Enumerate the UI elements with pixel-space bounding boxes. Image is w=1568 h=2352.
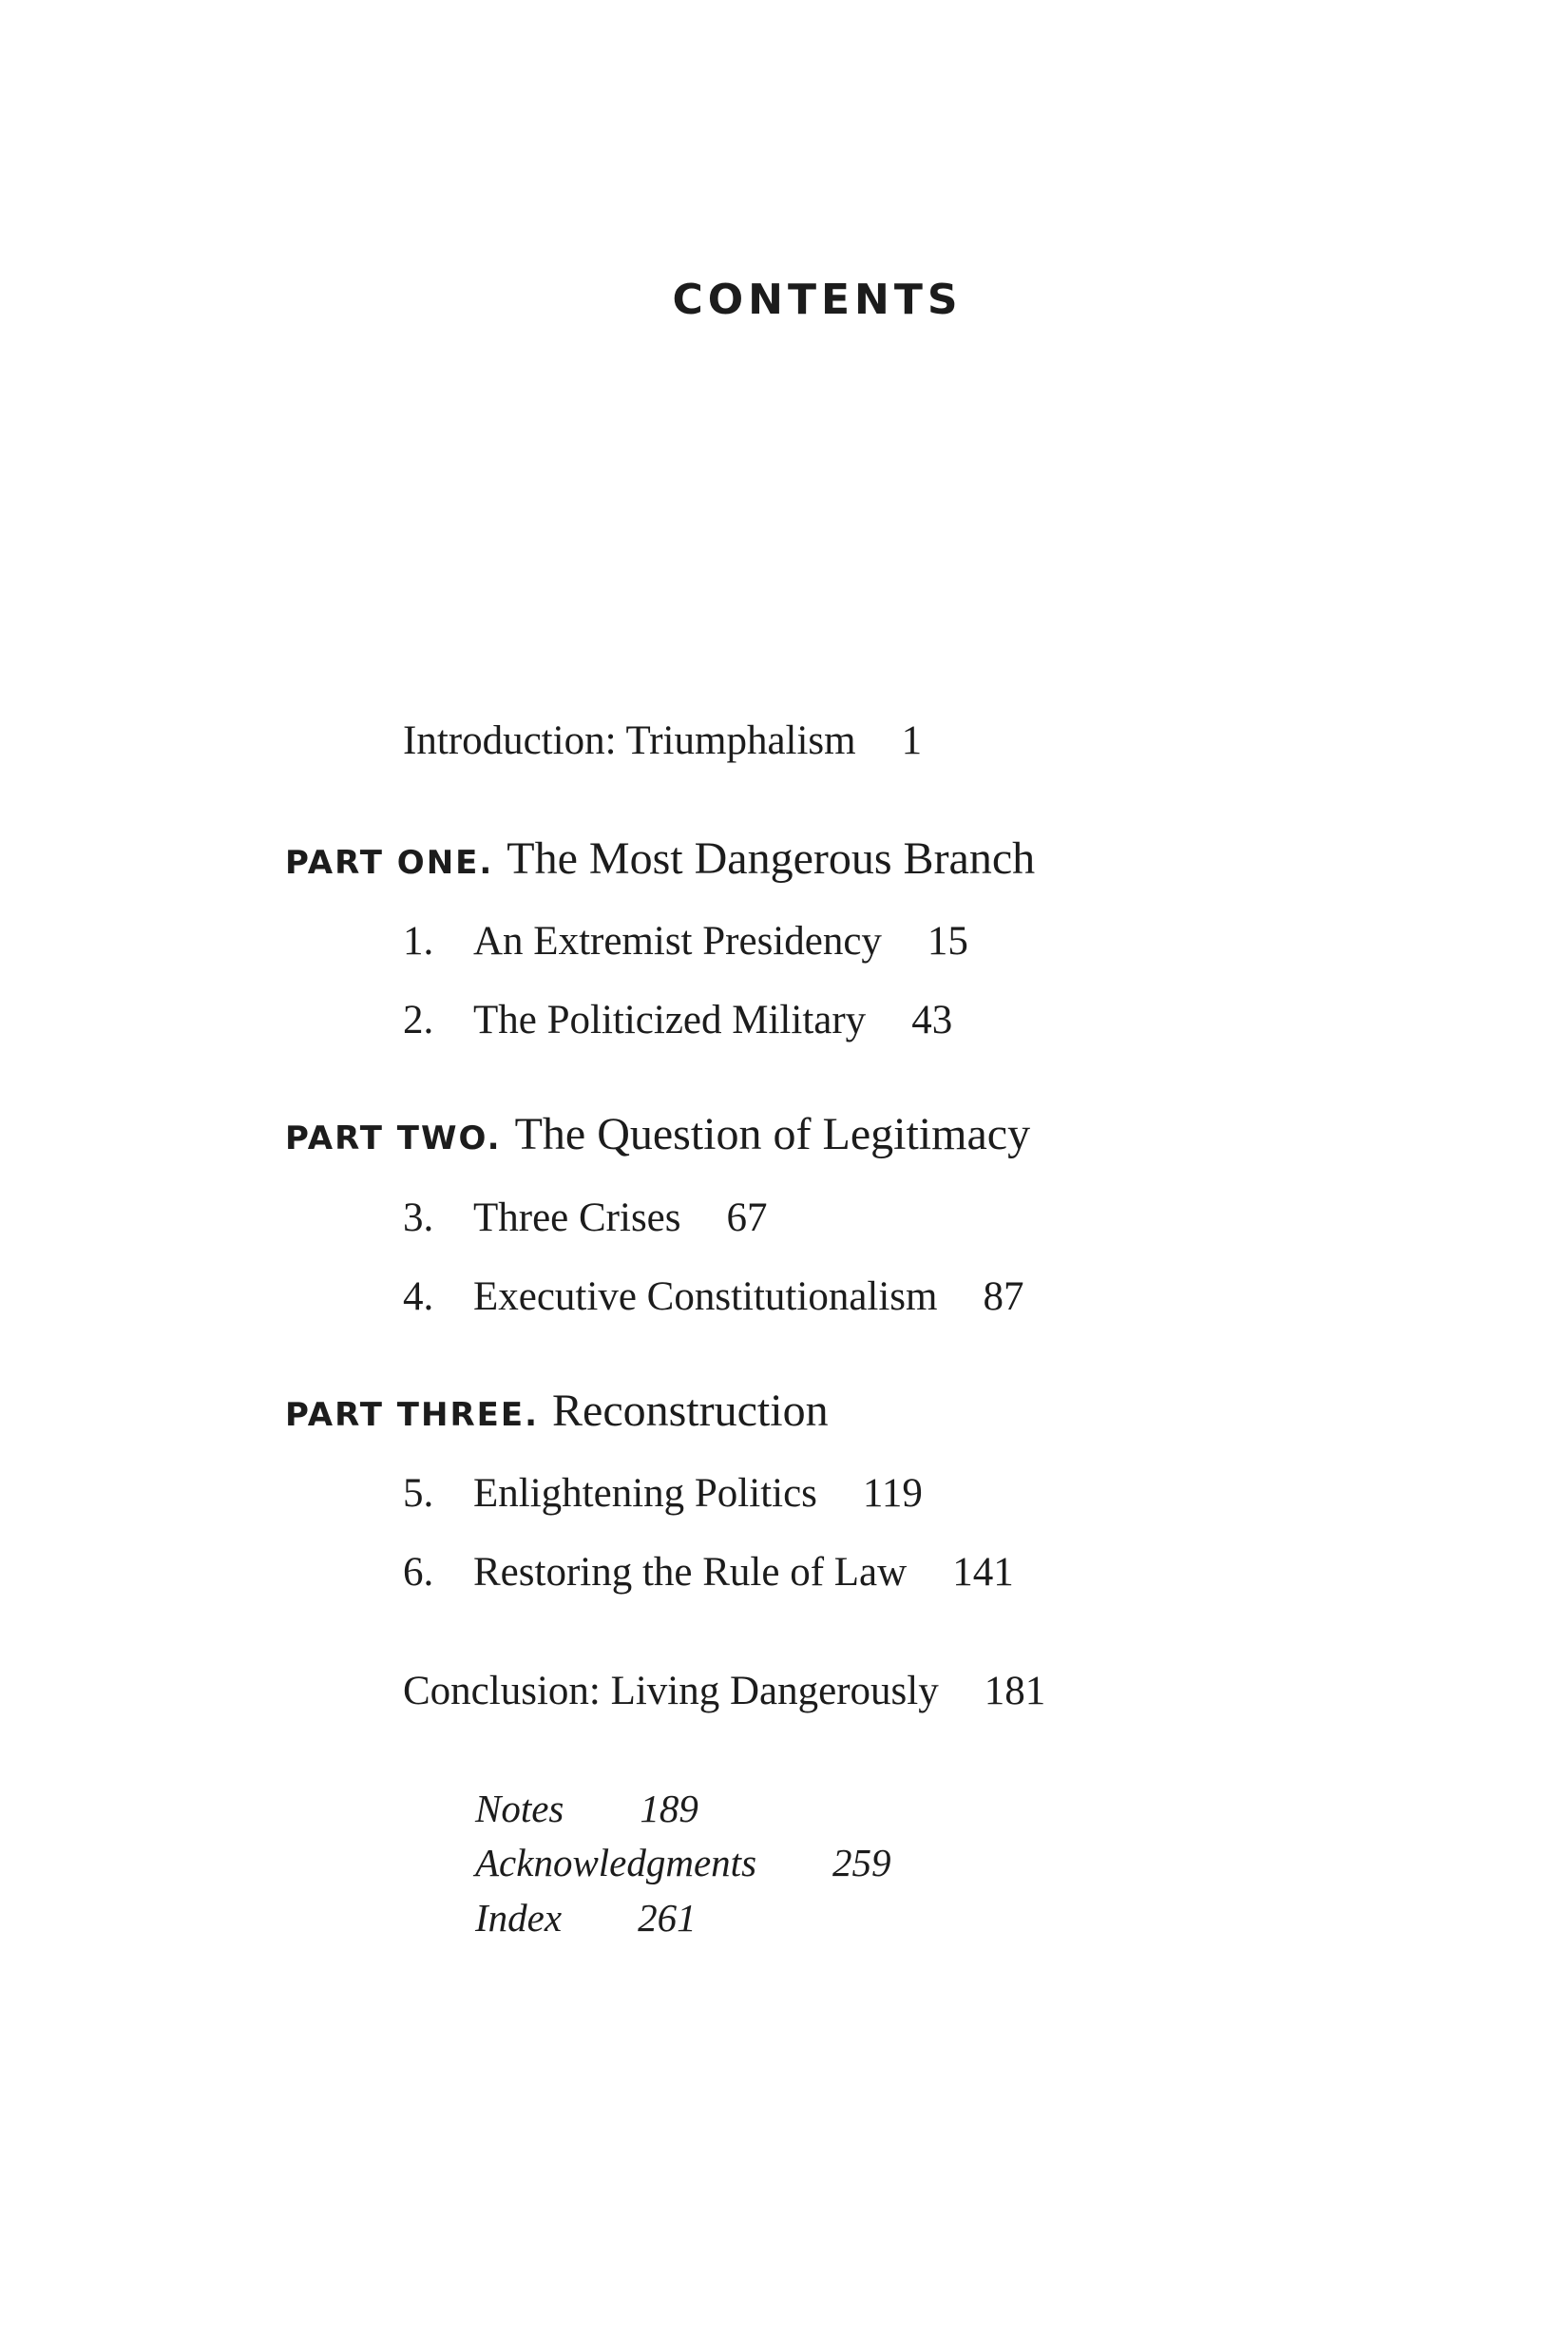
entry-title: Introduction: Triumphalism: [403, 718, 856, 763]
chapter-number: 4.: [403, 1274, 434, 1319]
page-number: 181: [984, 1669, 1046, 1713]
chapter-title: Three Crises: [473, 1195, 681, 1240]
part-title: The Question of Legitimacy: [514, 1109, 1031, 1159]
toc-entry-chapter-4[interactable]: [403, 1271, 1023, 1324]
chapter-number: 1.: [403, 919, 434, 964]
page-title: CONTENTS: [672, 276, 963, 324]
chapter-title: Enlightening Politics: [473, 1471, 817, 1516]
entry-title: Acknowledgments: [475, 1841, 757, 1884]
toc-entry-chapter-1[interactable]: [403, 915, 968, 968]
toc-entry-chapter-3[interactable]: [403, 1192, 768, 1245]
page-number: 259: [832, 1841, 891, 1884]
page-number: 67: [726, 1195, 768, 1240]
part-title: The Most Dangerous Branch: [507, 833, 1036, 884]
page-number: 119: [862, 1471, 923, 1516]
part-heading-one: [285, 829, 1035, 893]
chapter-number: 2.: [403, 998, 434, 1042]
page-number: 87: [983, 1274, 1024, 1319]
page-number: 261: [638, 1896, 697, 1940]
toc-entry-notes[interactable]: [475, 1783, 698, 1834]
toc-entry-chapter-5[interactable]: [403, 1467, 923, 1520]
page-number: 1: [901, 718, 923, 763]
page-number: 141: [952, 1550, 1014, 1595]
part-label: PART THREE.: [285, 1396, 539, 1434]
part-label: PART ONE.: [285, 844, 494, 882]
chapter-title: The Politicized Military: [473, 998, 867, 1042]
chapter-number: 3.: [403, 1195, 434, 1240]
chapter-number: 6.: [403, 1550, 434, 1595]
toc-entry-index[interactable]: [475, 1892, 697, 1943]
toc-entry-chapter-2[interactable]: [403, 994, 952, 1047]
entry-title: Notes: [475, 1787, 564, 1830]
entry-title: Conclusion: Living Dangerously: [403, 1669, 939, 1713]
toc-entry-acknowledgments[interactable]: [475, 1837, 891, 1888]
page-number: 189: [640, 1787, 698, 1830]
part-label: PART TWO.: [285, 1119, 502, 1157]
page-number: 15: [927, 919, 968, 964]
entry-title: Index: [475, 1896, 563, 1940]
toc-entry-conclusion[interactable]: [403, 1665, 1045, 1718]
toc-entry-chapter-6[interactable]: [403, 1546, 1014, 1599]
page-number: 43: [911, 998, 953, 1042]
chapter-title: Executive Constitutionalism: [473, 1274, 938, 1319]
toc-entry-introduction[interactable]: [403, 715, 922, 768]
part-title: Reconstruction: [552, 1386, 829, 1436]
chapter-title: Restoring the Rule of Law: [473, 1550, 908, 1595]
part-heading-two: [285, 1104, 1030, 1169]
part-heading-three: [285, 1381, 829, 1445]
chapter-number: 5.: [403, 1471, 434, 1516]
chapter-title: An Extremist Presidency: [473, 919, 882, 964]
